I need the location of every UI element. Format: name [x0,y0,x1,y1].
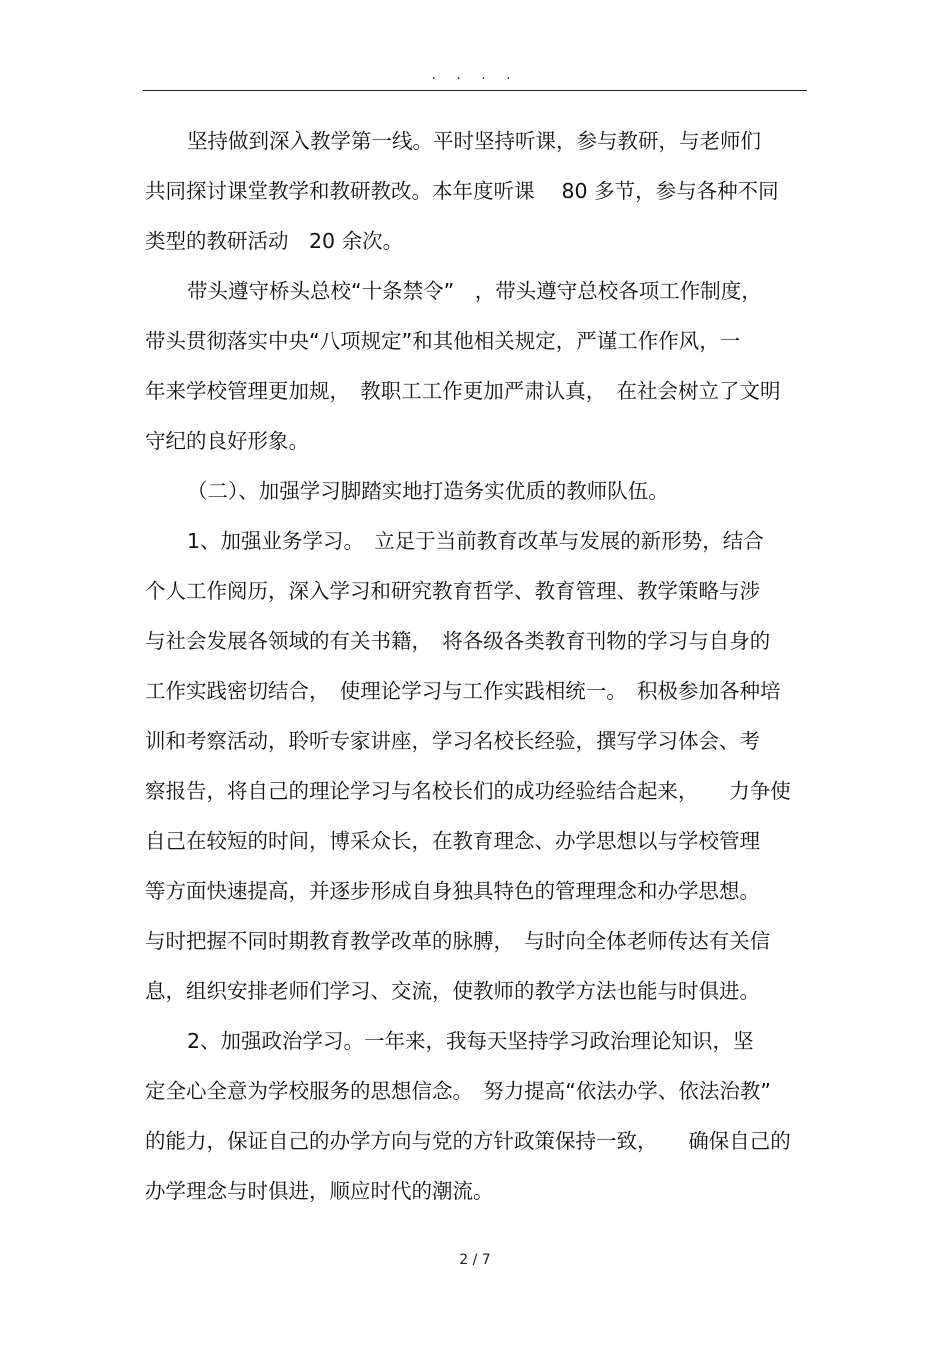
body-line-3: 类型的教研活动 20 余次。 [145,229,404,253]
page-number: 2 / 7 [459,1252,491,1268]
header-dots: · · · · [431,71,519,87]
body-line-16: 等方面快速提高，并逐步形成自身独具特色的管理理念和办学思想。 [145,879,760,903]
header-rule [143,90,807,91]
body-line-12: 工作实践密切结合， 使理论学习与工作实践相统一。 积极参加各种培 [145,679,781,703]
body-line-14: 察报告，将自己的理论学习与名校长们的成功经验结合起来， 力争使 [145,779,791,803]
body-line-13: 训和考察活动，聆听专家讲座，学习名校长经验，撰写学习体会、考 [145,729,760,753]
body-line-1: 坚持做到深入教学第一线。平时坚持听课，参与教研，与老师们 [187,129,761,153]
body-line-7: 守纪的良好形象。 [145,429,309,453]
body-line-5: 带头贯彻落实中央“八项规定”和其他相关规定，严谨工作作风，一 [145,329,741,353]
body-line-2: 共同探讨课堂教学和教研教改。本年度听课 80 多节，参与各种不同 [145,179,779,203]
body-line-17: 与时把握不同时期教育教学改革的脉膊， 与时向全体老师传达有关信 [145,929,771,953]
body-line-11: 与社会发展各领域的有关书籍， 将各级各类教育刊物的学习与自身的 [145,629,771,653]
body-line-9: 1、加强业务学习。 立足于当前教育改革与发展的新形势，结合 [187,529,764,553]
body-line-22: 办学理念与时俱进，顺应时代的潮流。 [145,1179,494,1203]
section-heading: （二）、加强学习脚踏实地打造务实优质的教师队伍。 [187,479,669,503]
body-line-15: 自己在较短的时间，博采众长，在教育理念、办学思想以与学校管理 [145,829,760,853]
body-line-4: 带头遵守桥头总校“十条禁令” ，带头遵守总校各项工作制度， [187,279,762,303]
body-line-19: 2、加强政治学习。一年来，我每天坚持学习政治理论知识，坚 [187,1029,754,1053]
body-line-10: 个人工作阅历，深入学习和研究教育哲学、教育管理、教学策略与涉 [145,579,760,603]
body-line-20: 定全心全意为学校服务的思想信念。 努力提高“依法办学、依法治教” [145,1079,771,1103]
body-line-6: 年来学校管理更加规， 教职工工作更加严肃认真， 在社会树立了文明 [145,379,781,403]
body-line-21: 的能力，保证自己的办学方向与党的方针政策保持一致， 确保自己的 [145,1129,791,1153]
body-line-18: 息，组织安排老师们学习、交流，使教师的教学方法也能与时俱进。 [145,979,760,1003]
